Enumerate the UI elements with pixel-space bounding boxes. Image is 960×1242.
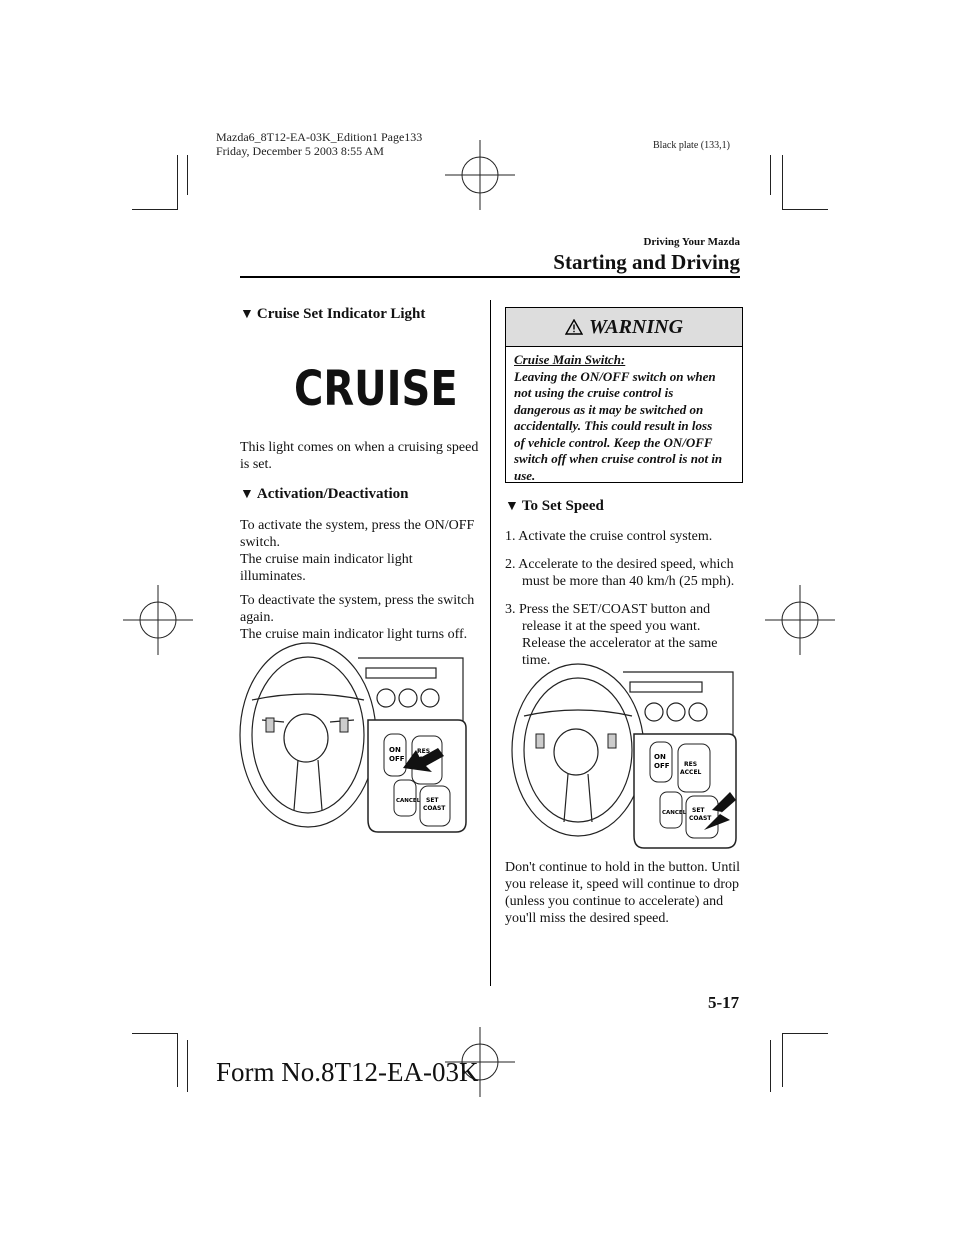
section-title: Driving Your Mazda (643, 236, 740, 248)
svg-text:RES: RES (684, 761, 698, 768)
print-info-line2: Friday, December 5 2003 8:55 AM (216, 144, 384, 158)
step-2: 2. Accelerate to the desired speed, which must be more than 40 km/h (25 mph). (505, 557, 735, 589)
heading-to-set-speed: ▼ To Set Speed (505, 498, 604, 514)
svg-text:CANCEL: CANCEL (396, 798, 421, 804)
paragraph-deactivate: To deactivate the system, press the switch again. The cruise main indicator light turns off. (240, 593, 475, 642)
triangle-bullet-icon: ▼ (505, 499, 519, 514)
crop-mark (782, 155, 783, 209)
svg-text:COAST: COAST (423, 805, 446, 812)
step-1: 1. Activate the cruise control system. (505, 529, 713, 544)
svg-text:OFF: OFF (389, 755, 405, 763)
warning-triangle-icon (565, 319, 583, 335)
paragraph-cruise-light: This light comes on when a cruising speed is set. (240, 440, 479, 472)
crop-mark (782, 1033, 783, 1087)
registration-mark-icon (765, 585, 835, 655)
crop-mark (770, 155, 771, 195)
heading-cruise-set-indicator: ▼ Cruise Set Indicator Light (240, 306, 426, 322)
heading-activation: ▼ Activation/Deactivation (240, 486, 409, 502)
crop-mark (132, 209, 178, 210)
svg-text:ON: ON (389, 746, 401, 754)
form-number: Form No.8T12-EA-03K (216, 1057, 479, 1087)
triangle-bullet-icon: ▼ (240, 487, 254, 502)
steering-wheel-figure-set (508, 662, 740, 850)
print-info (216, 130, 422, 158)
crop-mark (187, 1040, 188, 1092)
crop-mark (770, 1040, 771, 1092)
svg-text:OFF: OFF (654, 762, 670, 770)
triangle-bullet-icon: ▼ (240, 307, 254, 322)
step-3: 3. Press the SET/COAST button and release it at the speed you want. Release the accelerator at the same time. (505, 602, 718, 668)
print-info-line1: Mazda6_8T12-EA-03K_Edition1 Page133 (216, 130, 423, 144)
crop-mark (782, 209, 828, 210)
crop-mark (132, 1033, 178, 1034)
header-rule (240, 276, 740, 278)
paragraph-activate: To activate the system, press the ON/OFF switch. The cruise main indicator light illuminates. (240, 518, 475, 584)
warning-box (505, 307, 743, 483)
warning-subtitle: Cruise Main Switch: (514, 352, 626, 367)
subsection-title: Starting and Driving (553, 250, 740, 274)
crop-mark (177, 155, 178, 209)
page-number: 5-17 (708, 993, 740, 1012)
warning-body: Cruise Main Switch: Leaving the ON/OFF switch on when not using the cruise control is dangerous as it may be switched on accidentally. This could result in loss of vehicle control. Keep the ON/OFF switch off when cruise control is not in use. (506, 347, 742, 484)
warning-title: WARNING (588, 315, 684, 338)
crop-mark (187, 155, 188, 195)
svg-text:ACCEL: ACCEL (680, 769, 702, 776)
crop-mark (177, 1033, 178, 1087)
steering-wheel-figure (238, 640, 470, 840)
svg-text:COAST: COAST (689, 815, 712, 822)
registration-mark-icon (445, 140, 515, 210)
svg-text:RES: RES (417, 748, 431, 755)
svg-text:CANCEL: CANCEL (662, 810, 687, 816)
black-plate-label: Black plate (133,1) (653, 140, 730, 151)
cruise-indicator-label: CRUISE (294, 362, 458, 418)
warning-header (506, 308, 742, 347)
svg-text:SET: SET (426, 797, 439, 804)
svg-text:ON: ON (654, 753, 666, 761)
crop-mark (782, 1033, 828, 1034)
column-divider (490, 300, 491, 986)
svg-text:SET: SET (692, 807, 705, 814)
registration-mark-icon (123, 585, 193, 655)
paragraph-dont-hold: Don't continue to hold in the button. Until you release it, speed will continue to drop (unless you continue to accelerate) and you'll miss the desired speed. (505, 860, 741, 926)
